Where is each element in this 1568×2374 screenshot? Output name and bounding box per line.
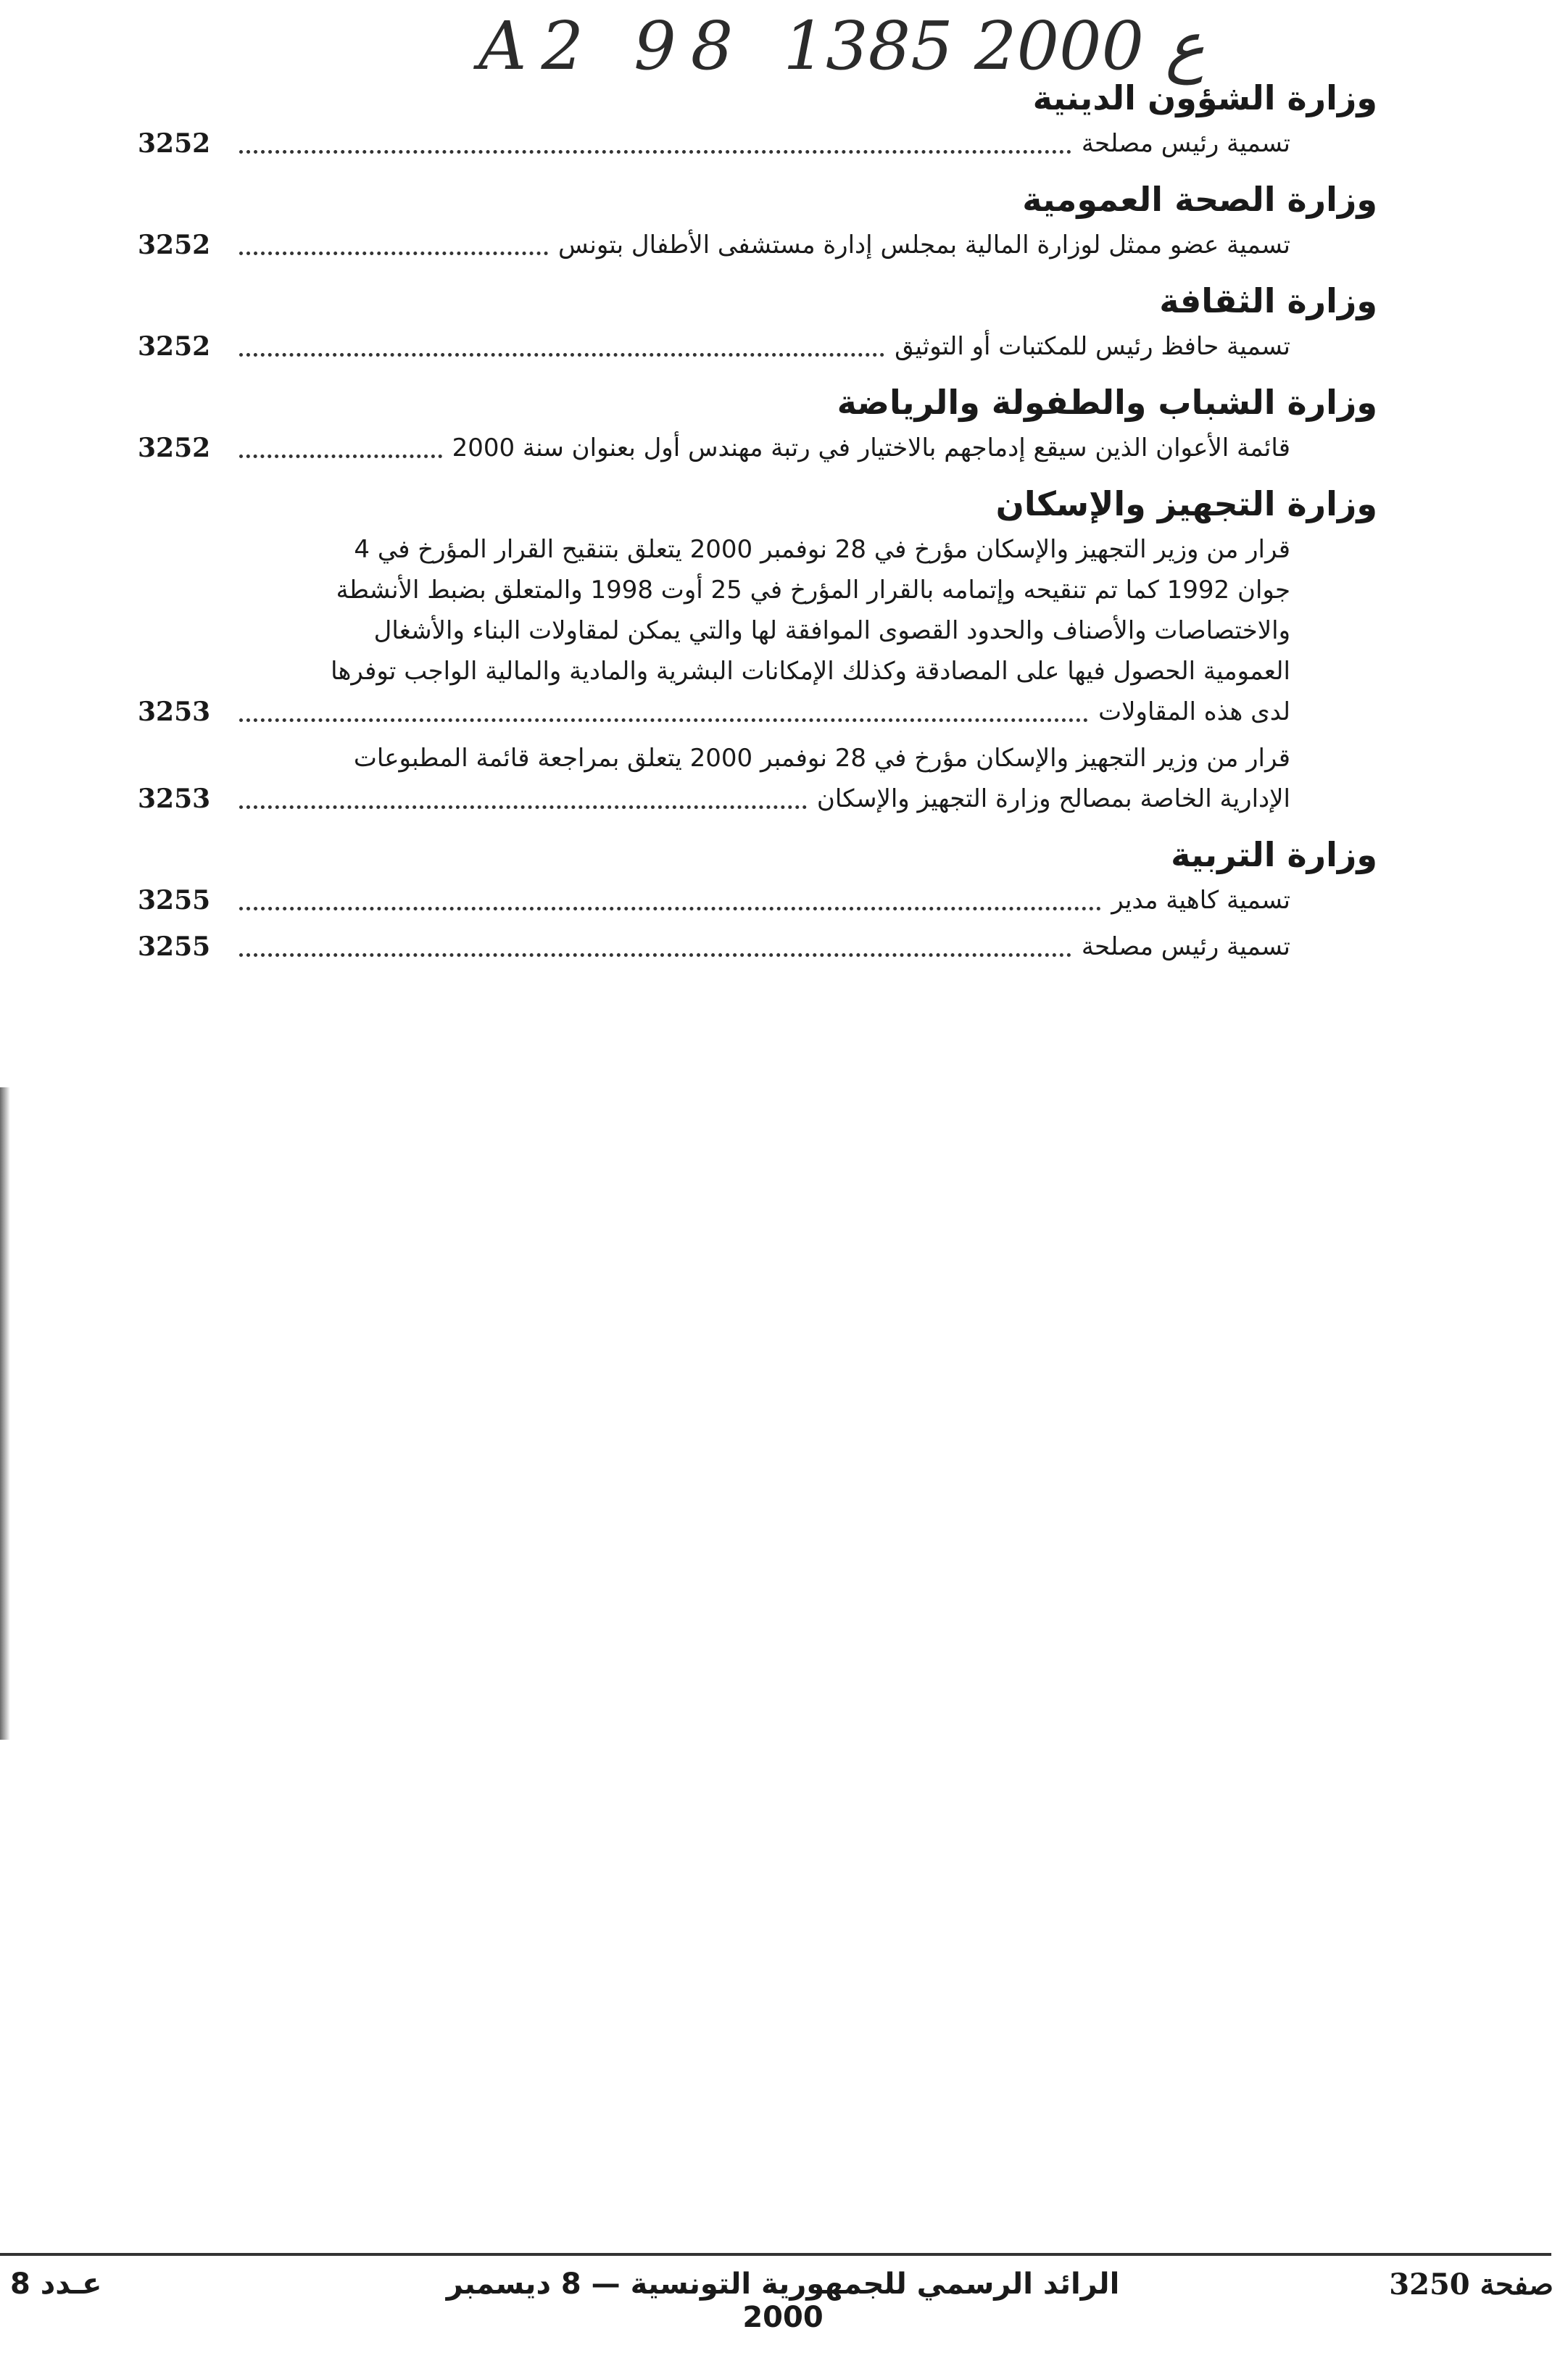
publication-title: الرائد الرسمي للجمهورية التونسية — 8 ديسمبر 2000 [446, 2267, 1120, 2334]
section-equipment-housing [138, 478, 1377, 819]
page-number: 3252 [138, 230, 211, 260]
entry-title: تسمية رئيس مصلحة [1081, 129, 1290, 158]
ministry-heading: وزارة الصحة العمومية [1022, 180, 1377, 219]
section-religious-affairs [138, 72, 1377, 164]
ministry-heading: وزارة التربية [1171, 835, 1377, 874]
dot-leader [239, 805, 807, 809]
dot-leader [239, 252, 548, 255]
section-youth-sports [138, 377, 1377, 468]
page-number: 3252 [138, 433, 211, 463]
toc-entry [138, 326, 1290, 367]
dot-leader [239, 353, 884, 357]
entry-title: الإدارية الخاصة بمصالح وزارة التجهيز والإسكان [816, 784, 1290, 813]
toc-entry [138, 880, 1290, 921]
scan-shadow [0, 1087, 10, 1740]
entry-title: لدى هذه المقاولات [1098, 697, 1290, 726]
entry-title: تسمية رئيس مصلحة [1081, 932, 1290, 961]
entry-line: قرار من وزير التجهيز والإسكان مؤرخ في 28 نوفمبر 2000 يتعلق بمراجعة قائمة المطبوعات [353, 744, 1290, 773]
toc-entry-multiline [138, 738, 1290, 779]
dot-leader [239, 953, 1071, 957]
page-number: 3253 [138, 784, 211, 814]
toc-entry [138, 926, 1290, 967]
ministry-heading: وزارة التجهيز والإسكان [995, 484, 1377, 523]
dot-leader [239, 455, 442, 458]
section-culture [138, 275, 1377, 367]
page-number: 3252 [138, 331, 211, 362]
dot-leader [239, 907, 1101, 910]
entry-title: تسمية عضو ممثل لوزارة المالية بمجلس إدارة مستشفى الأطفال بتونس [558, 231, 1290, 260]
entry-line: والاختصاصات والأصناف والحدود القصوى الموافقة لها والتي يمكن لمقاولات البناء والأشغال [373, 616, 1290, 645]
ministry-heading: وزارة الشباب والطفولة والرياضة [837, 383, 1377, 422]
section-education [138, 829, 1377, 967]
dot-leader [239, 150, 1071, 154]
footer-divider [0, 2253, 1551, 2256]
toc-entry [138, 428, 1290, 468]
ministry-heading: وزارة الثقافة [1159, 281, 1377, 320]
toc-entry [138, 779, 1290, 819]
toc-entry [138, 123, 1290, 164]
entry-title: قائمة الأعوان الذين سيقع إدماجهم بالاختيار في رتبة مهندس أول بعنوان سنة 2000 [452, 433, 1290, 462]
page-number: 3255 [138, 885, 211, 916]
issue-number: عـدد 8 [10, 2267, 102, 2301]
entry-line: العمومية الحصول فيها على المصادقة وكذلك الإمكانات البشرية والمادية والمالية الواجب توفرها [331, 657, 1290, 686]
toc-entry [138, 692, 1290, 732]
dot-leader [239, 718, 1088, 722]
toc-entry [138, 225, 1290, 265]
page-number: 3255 [138, 931, 211, 962]
handwritten-note: A2 98 ع 2000 1385 [478, 7, 1206, 85]
toc-entry-multiline [138, 529, 1290, 692]
page-label: صفحة 3250 [1389, 2267, 1554, 2302]
entry-title: تسمية كاهية مدير [1111, 886, 1290, 915]
ministry-heading: وزارة الشؤون الدينية [1032, 78, 1377, 117]
page-number: 3252 [138, 128, 211, 159]
page-number: 3253 [138, 697, 211, 727]
entry-line: قرار من وزير التجهيز والإسكان مؤرخ في 28 نوفمبر 2000 يتعلق بتنقيح القرار المؤرخ في 4 [354, 535, 1290, 564]
entry-line: جوان 1992 كما تم تنقيحه وإتمامه بالقرار المؤرخ في 25 أوت 1998 والمتعلق بضبط الأنشطة [336, 576, 1290, 605]
entry-title: تسمية حافظ رئيس للمكتبات أو التوثيق [895, 332, 1290, 361]
table-of-contents [138, 72, 1377, 977]
section-public-health [138, 174, 1377, 265]
page-footer [0, 2267, 1568, 2334]
